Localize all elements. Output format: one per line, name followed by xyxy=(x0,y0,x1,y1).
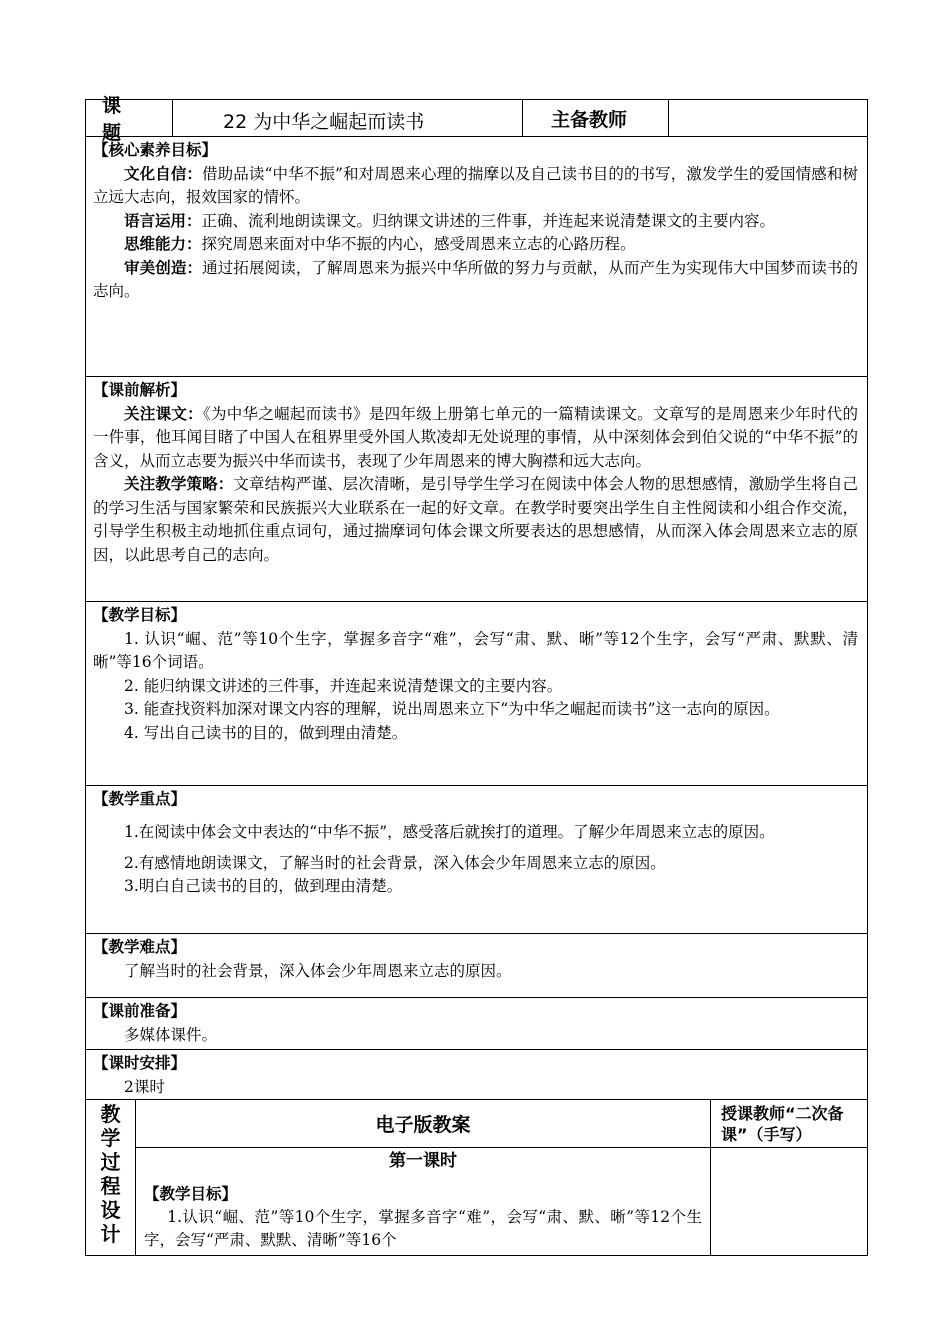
goal-item: 4. 写出自己读书的目的，做到理由清楚。 xyxy=(124,723,408,742)
teacher-label: 主备教师 xyxy=(523,100,669,136)
electronic-plan-column xyxy=(136,1100,711,1255)
first-lesson-goal-text: 1.认识“崛、范”等10个生字，掌握多音字“难”，会写“肃、默、晰”等12个生字，会写“严肃、默默、清晰”等16个 xyxy=(144,1208,702,1249)
core-item: 语言运用：正确、流利地朗读课文。归纳课文讲述的三件事，并连起来说清楚课文的主要内容。 xyxy=(124,211,776,230)
first-lesson-title: 第一课时 xyxy=(389,1151,457,1171)
difficulty-heading: 【教学难点】 xyxy=(93,938,187,956)
goal-item: 2. 能归纳课文讲述的三件事，并连起来说清楚课文的主要内容。 xyxy=(124,676,563,695)
analysis-item: 关注课文：《为中华之崛起而读书》是四年级上册第七单元的一篇精读课文。文章写的是周恩来少年时代的一件事，他耳闻目睹了中国人在租界里受外国人欺凌却无处说理的事情，从中深刻体会到伯父说的“中华不振”的含义，从而立志要为振兴中华而读书，表现了少年周恩来的博大胸襟和远大志向。 xyxy=(93,404,858,470)
focus-item: 2.有感情地朗读课文，了解当时的社会背景，深入体会少年周恩来立志的原因。 xyxy=(124,853,666,872)
core-goals-section xyxy=(85,137,868,377)
focus-item: 3.明白自己读书的目的，做到理由清楚。 xyxy=(124,877,403,895)
teaching-focus-section xyxy=(85,786,868,934)
lesson-title: 22 为中华之崛起而读书 xyxy=(173,100,523,136)
preparation-section xyxy=(85,998,868,1050)
first-lesson-goal-heading: 【教学目标】 xyxy=(144,1185,238,1203)
focus-heading: 【教学重点】 xyxy=(93,790,187,808)
schedule-text: 2课时 xyxy=(124,1077,165,1096)
schedule-heading: 【课时安排】 xyxy=(93,1054,187,1072)
prep-text: 多媒体课件。 xyxy=(124,1025,218,1044)
core-item: 思维能力：探究周恩来面对中华不振的内心，感受周恩来立志的心路历程。 xyxy=(124,235,636,253)
analysis-item: 关注教学策略：文章结构严谨、层次清晰，是引导学生学习在阅读中体会人物的思想感情，激励学生将自己的学习生活与国家繁荣和民族振兴大业联系在一起的好文章。在教学时要突出学生自主性阅读和小组合作交流，引导学生积极主动地抓住重点词句，通过揣摩词句体会课文所要表达的思想感情，从而深入体会周恩来立志的原因，以此思考自己的志向。 xyxy=(93,475,858,564)
core-heading: 【核心素养目标】 xyxy=(93,141,218,159)
core-item: 审美创造：通过拓展阅读，了解周恩来为振兴中华所做的努力与贡献，从而产生为实现伟大中国梦而读书的志向。 xyxy=(93,258,858,300)
second-prep-title: 授课教师“二次备课”（手写） xyxy=(711,1100,867,1148)
lesson-plan-document xyxy=(85,95,868,1256)
first-lesson-body xyxy=(136,1150,710,1252)
goal-item: 3. 能查找资料加深对课文内容的理解，说出周恩来立下“为中华之崛起而读书”这一志向的原因。 xyxy=(124,700,780,718)
analysis-heading: 【课前解析】 xyxy=(93,381,187,399)
teaching-goals-section xyxy=(85,602,868,786)
goal-item: 1. 认识“崛、范”等10个生字，掌握多音字“难”，会写“肃、默、晰”等12个生字，会写“严肃、默默、清晰”等16个词语。 xyxy=(93,629,858,671)
core-item: 文化自信：借助品读“中华不振”和对周恩来心理的揣摩以及自己读书目的的书写，激发学生的爱国情感和树立远大志向，报效国家的情怀。 xyxy=(93,164,858,206)
analysis-section xyxy=(85,377,868,602)
schedule-section xyxy=(85,1050,868,1100)
teacher-value xyxy=(669,100,867,136)
focus-item: 1.在阅读中体会文中表达的“中华不振”，感受落后就挨打的道理。了解少年周恩来立志的原因。 xyxy=(124,822,775,841)
topic-label: 课 题 xyxy=(86,100,173,136)
process-side-label: 教 学 过 程 设 计 xyxy=(86,1100,136,1255)
goals-heading: 【教学目标】 xyxy=(93,606,187,624)
prep-heading: 【课前准备】 xyxy=(93,1002,187,1020)
difficulty-text: 了解当时的社会背景，深入体会少年周恩来立志的原因。 xyxy=(124,961,512,980)
process-section xyxy=(85,1100,868,1256)
electronic-plan-title: 电子版教案 xyxy=(136,1100,710,1148)
second-prep-column xyxy=(711,1100,867,1255)
teaching-difficulty-section xyxy=(85,934,868,998)
header-row xyxy=(85,95,868,144)
